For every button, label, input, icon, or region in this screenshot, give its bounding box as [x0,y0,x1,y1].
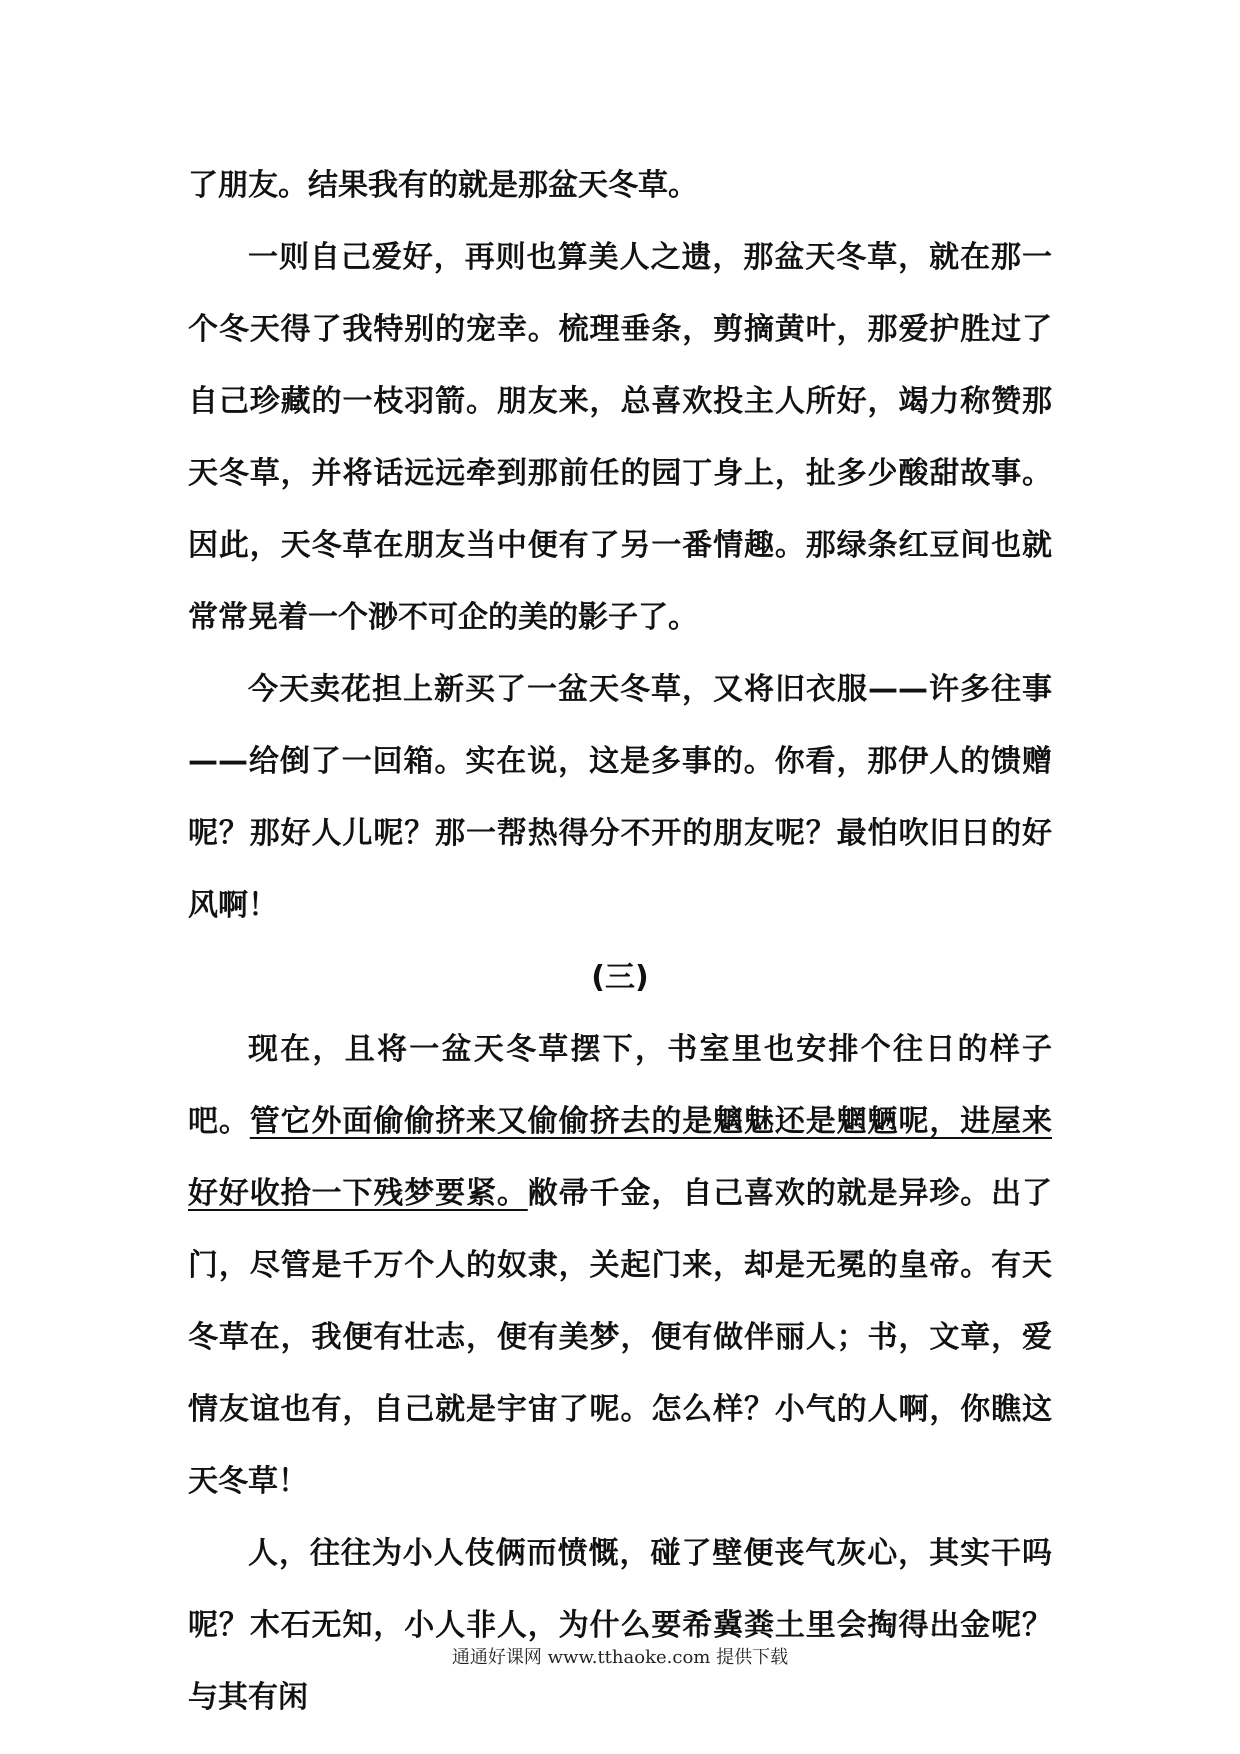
paragraph: 人，往往为小人伎俩而愤慨，碰了壁便丧气灰心，其实干吗呢？木石无知，小人非人，为什么要希冀粪土里会掏得出金呢？与其有闲 [188,1536,1052,1715]
underlined-sentence: 管它外面偷偷挤来又偷偷挤去的是魑魅还是魍魉呢，进屋来好好收拾一下残梦要紧。 [188,1104,1053,1211]
paragraph: 一则自己爱好，再则也算美人之遗，那盆天冬草，就在那一个冬天得了我特别的宠幸。梳理垂条，剪摘黄叶，那爱护胜过了自己珍藏的一枝羽箭。朋友来，总喜欢投主人所好，竭力称赞那天冬草，并将话远远牵到那前任的园丁身上，扯多少酸甜故事。因此，天冬草在朋友当中便有了另一番情趣。那绿条红豆间也就常常晃着一个渺不可企的美的影子了。 [188,240,1052,635]
paragraph: 今天卖花担上新买了一盆天冬草，又将旧衣服——许多往事——给倒了一回箱。实在说，这是多事的。你看，那伊人的馈赠呢？那好人儿呢？那一帮热得分不开的朋友呢？最怕吹旧日的好风啊！ [188,672,1052,923]
paragraph-with-underline [188,1014,1052,1518]
section-heading: (三) [591,960,649,995]
page-footer: 通通好课网 www.tthaoke.com 提供下载 [451,1647,789,1668]
body-text [188,150,1052,1734]
paragraph-text-before-underline: 现在，且将一盆天冬草摆下，书室里也安排个往日的样子吧。 [188,1032,1052,1139]
paragraph-text-after-underline: 敝帚千金，自己喜欢的就是异珍。出了门，尽管是千万个人的奴隶，关起门来，却是无冕的皇帝。有天冬草在，我便有壮志，便有美梦，便有做伴丽人；书，文章，爱情友谊也有，自己就是宇宙了呢。怎么样？小气的人啊，你瞧这天冬草！ [188,1176,1053,1499]
paragraph-continuation: 了朋友。结果我有的就是那盆天冬草。 [188,168,698,203]
